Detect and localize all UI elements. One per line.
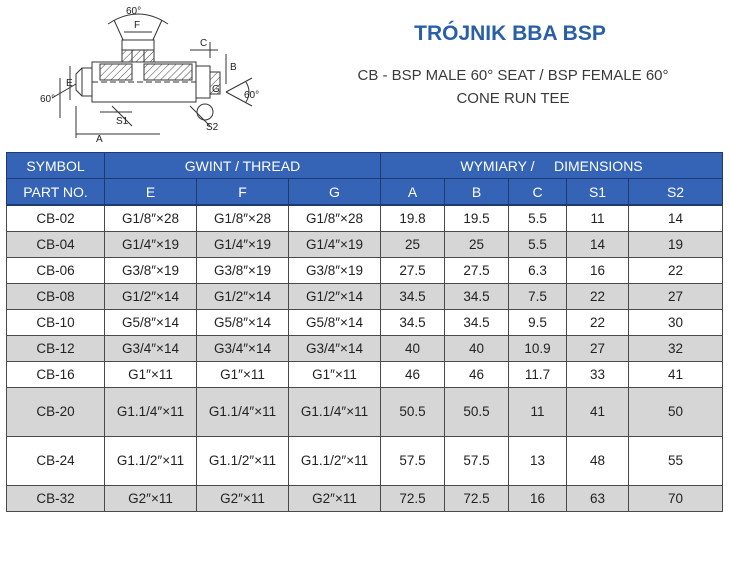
table-row: [7, 284, 723, 310]
cell-c: 9.5: [509, 310, 567, 336]
cell-f: G2″×11: [197, 486, 289, 512]
cell-s1: 22: [567, 310, 629, 336]
cell-a: 34.5: [381, 310, 445, 336]
cell-a: 50.5: [381, 388, 445, 437]
header-col-s2: S2: [629, 179, 723, 206]
cell-a: 40: [381, 336, 445, 362]
cell-f: G1/4″×19: [197, 232, 289, 258]
cell-s1: 33: [567, 362, 629, 388]
angle-left-label: 60°: [40, 94, 56, 105]
cell-b: 27.5: [445, 258, 509, 284]
cell-c: 5.5: [509, 205, 567, 232]
cell-part: CB-16: [7, 362, 105, 388]
cell-c: 11: [509, 388, 567, 437]
table-row: [7, 336, 723, 362]
cell-f: G1/2″×14: [197, 284, 289, 310]
cell-part: CB-08: [7, 284, 105, 310]
cell-s2: 32: [629, 336, 723, 362]
table-row: [7, 232, 723, 258]
dim-c-label: C: [200, 38, 208, 49]
cell-a: 57.5: [381, 437, 445, 486]
dim-f-label: F: [134, 20, 141, 31]
cell-s1: 48: [567, 437, 629, 486]
cell-part: CB-20: [7, 388, 105, 437]
cell-s1: 27: [567, 336, 629, 362]
cell-s1: 14: [567, 232, 629, 258]
cell-c: 13: [509, 437, 567, 486]
header-row-2: [7, 179, 723, 206]
cell-g: G3/8″×19: [289, 258, 381, 284]
cell-c: 10.9: [509, 336, 567, 362]
page-title: TRÓJNIK BBA BSP: [414, 22, 606, 45]
table-row: [7, 437, 723, 486]
cell-s2: 70: [629, 486, 723, 512]
cell-part: CB-24: [7, 437, 105, 486]
cell-g: G1/2″×14: [289, 284, 381, 310]
subtitle-line-1: CB - BSP MALE 60° SEAT / BSP FEMALE 60°: [357, 67, 669, 84]
cell-s2: 50: [629, 388, 723, 437]
cell-e: G5/8″×14: [105, 310, 197, 336]
cell-e: G1/8″×28: [105, 205, 197, 232]
cell-f: G1.1/4″×11: [197, 388, 289, 437]
cell-e: G1/4″×19: [105, 232, 197, 258]
cell-part: CB-04: [7, 232, 105, 258]
cell-s1: 41: [567, 388, 629, 437]
header-thread: GWINT / THREAD: [105, 153, 381, 179]
cell-g: G1/8″×28: [289, 205, 381, 232]
header-symbol: SYMBOL: [7, 153, 105, 179]
tee-fitting-drawing: [40, 2, 290, 142]
cell-e: G3/4″×14: [105, 336, 197, 362]
dim-b-label: B: [230, 62, 237, 73]
table-row: [7, 205, 723, 232]
cell-part: CB-06: [7, 258, 105, 284]
cell-c: 6.3: [509, 258, 567, 284]
cell-f: G1.1/2″×11: [197, 437, 289, 486]
header-part-no: PART NO.: [7, 179, 105, 206]
cell-b: 34.5: [445, 284, 509, 310]
table-row: [7, 388, 723, 437]
dim-s2-label: S2: [206, 122, 219, 133]
cell-a: 72.5: [381, 486, 445, 512]
cell-g: G5/8″×14: [289, 310, 381, 336]
subtitle-line-2: CONE RUN TEE: [456, 90, 570, 107]
header-col-g: G: [289, 179, 381, 206]
table-row: [7, 486, 723, 512]
cell-s1: 63: [567, 486, 629, 512]
cell-g: G1″×11: [289, 362, 381, 388]
cell-b: 50.5: [445, 388, 509, 437]
cell-c: 11.7: [509, 362, 567, 388]
cell-e: G1/2″×14: [105, 284, 197, 310]
dim-g-label: G: [212, 84, 220, 95]
table-row: [7, 310, 723, 336]
cell-s2: 27: [629, 284, 723, 310]
cell-part: CB-32: [7, 486, 105, 512]
cell-b: 57.5: [445, 437, 509, 486]
cell-b: 34.5: [445, 310, 509, 336]
cell-e: G1.1/4″×11: [105, 388, 197, 437]
cell-b: 72.5: [445, 486, 509, 512]
cell-s2: 19: [629, 232, 723, 258]
cell-a: 27.5: [381, 258, 445, 284]
cell-a: 19.8: [381, 205, 445, 232]
header-row-1: [7, 153, 723, 179]
cell-a: 46: [381, 362, 445, 388]
header-col-c: C: [509, 179, 567, 206]
header-col-e: E: [105, 179, 197, 206]
cell-f: G3/8″×19: [197, 258, 289, 284]
cell-g: G3/4″×14: [289, 336, 381, 362]
cell-g: G2″×11: [289, 486, 381, 512]
cell-s2: 41: [629, 362, 723, 388]
cell-a: 34.5: [381, 284, 445, 310]
table-row: [7, 362, 723, 388]
cell-s1: 11: [567, 205, 629, 232]
cell-f: G5/8″×14: [197, 310, 289, 336]
cell-b: 25: [445, 232, 509, 258]
cell-s2: 22: [629, 258, 723, 284]
cell-b: 19.5: [445, 205, 509, 232]
cell-g: G1.1/2″×11: [289, 437, 381, 486]
cell-f: G3/4″×14: [197, 336, 289, 362]
header-col-s1: S1: [567, 179, 629, 206]
cell-c: 7.5: [509, 284, 567, 310]
cell-s2: 55: [629, 437, 723, 486]
cell-e: G3/8″×19: [105, 258, 197, 284]
header-col-a: A: [381, 179, 445, 206]
angle-right-label: 60°: [244, 90, 260, 101]
cell-e: G1.1/2″×11: [105, 437, 197, 486]
cell-e: G2″×11: [105, 486, 197, 512]
cell-s1: 22: [567, 284, 629, 310]
header-col-f: F: [197, 179, 289, 206]
header-dimensions: WYMIARY / DIMENSIONS: [381, 153, 723, 179]
dim-a-label: A: [96, 134, 103, 142]
cell-f: G1″×11: [197, 362, 289, 388]
table-row: [7, 258, 723, 284]
cell-s2: 30: [629, 310, 723, 336]
cell-part: CB-12: [7, 336, 105, 362]
cell-g: G1/4″×19: [289, 232, 381, 258]
cell-s1: 16: [567, 258, 629, 284]
cell-a: 25: [381, 232, 445, 258]
cell-f: G1/8″×28: [197, 205, 289, 232]
cell-e: G1″×11: [105, 362, 197, 388]
cell-c: 16: [509, 486, 567, 512]
page-subtitle: [318, 64, 708, 110]
dim-s1-label: S1: [116, 116, 129, 127]
dimensions-table: [6, 152, 723, 512]
cell-b: 40: [445, 336, 509, 362]
cell-s2: 14: [629, 205, 723, 232]
cell-g: G1.1/4″×11: [289, 388, 381, 437]
cell-part: CB-02: [7, 205, 105, 232]
header-col-b: B: [445, 179, 509, 206]
cell-part: CB-10: [7, 310, 105, 336]
cell-c: 5.5: [509, 232, 567, 258]
angle-top-label: 60°: [126, 6, 142, 17]
dim-e-label: E: [66, 78, 73, 89]
cell-b: 46: [445, 362, 509, 388]
